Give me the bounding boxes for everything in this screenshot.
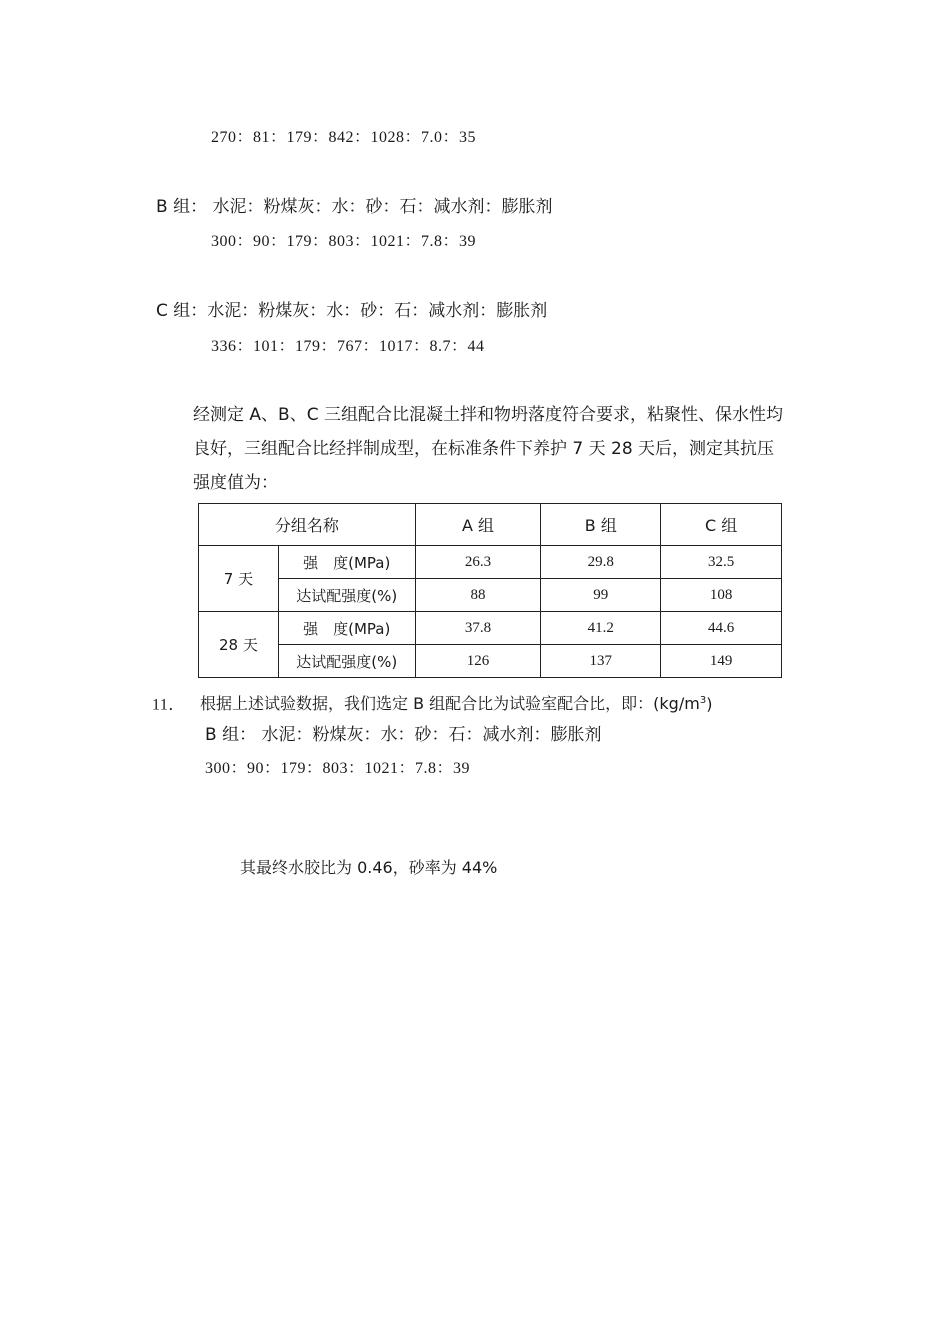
cut-off-text-line [190, 885, 750, 893]
test-result-paragraph: 经测定 A、B、C 三组配合比混凝土拌和物坍落度符合要求，粘聚性、保水性均良好，三组配合比经拌制成型，在标准条件下养护 7 天 28 天后，测定其抗压强度值为： [193, 405, 783, 493]
day28-strength-b: 41.2 [541, 612, 661, 645]
item-11-text: 根据上述试验数据，我们选定 B 组配合比为试验室配合比，即：(kg/m [200, 694, 700, 714]
day28-pct-label: 达试配强度(%) [278, 645, 415, 678]
day7-pct-c: 108 [661, 579, 782, 612]
group-a-ratio: 270：81：179：842：1028：7.0：35 [211, 129, 477, 146]
header-group-name: 分组名称 [199, 504, 416, 546]
day7-pct-b: 99 [541, 579, 661, 612]
day7-pct-a: 88 [415, 579, 541, 612]
header-group-c: C 组 [661, 504, 782, 546]
day7-strength-label: 强 度(MPa) [278, 546, 415, 579]
day7-strength-b: 29.8 [541, 546, 661, 579]
day28-strength-label: 强 度(MPa) [278, 612, 415, 645]
item-11-label: B 组： 水泥：粉煤灰：水：砂：石：减水剂：膨胀剂 [205, 725, 602, 745]
item-11-sup: 3 [699, 695, 707, 706]
day7-strength-c: 32.5 [661, 546, 782, 579]
group-c-label: C 组：水泥：粉煤灰：水：砂：石：减水剂：膨胀剂 [156, 301, 548, 321]
day28-pct-a: 126 [415, 645, 541, 678]
item-11-number: 11． [152, 696, 185, 714]
table-row [199, 645, 782, 678]
table-row [199, 612, 782, 645]
group-c-ratio: 336：101：179：767：1017：8.7：44 [211, 338, 485, 355]
day7-pct-label: 达试配强度(%) [278, 579, 415, 612]
table-row [199, 546, 782, 579]
group-b-label: B 组： 水泥：粉煤灰：水：砂：石：减水剂：膨胀剂 [156, 197, 553, 217]
day28-strength-c: 44.6 [661, 612, 782, 645]
day28-label: 28 天 [199, 612, 279, 678]
day7-label: 7 天 [199, 546, 279, 612]
day7-strength-a: 26.3 [415, 546, 541, 579]
final-note: 其最终水胶比为 0.46，砂率为 44% [240, 858, 498, 877]
header-group-b: B 组 [541, 504, 661, 546]
header-group-a: A 组 [415, 504, 541, 546]
item-11-ratio: 300：90：179：803：1021：7.8：39 [205, 760, 471, 777]
group-b-ratio: 300：90：179：803：1021：7.8：39 [211, 233, 477, 250]
strength-table [198, 503, 782, 678]
day28-pct-c: 149 [661, 645, 782, 678]
item-11-close: ) [706, 694, 713, 714]
item-11 [152, 691, 712, 715]
table-row [199, 579, 782, 612]
day28-strength-a: 37.8 [415, 612, 541, 645]
day28-pct-b: 137 [541, 645, 661, 678]
table-header-row [199, 504, 782, 546]
